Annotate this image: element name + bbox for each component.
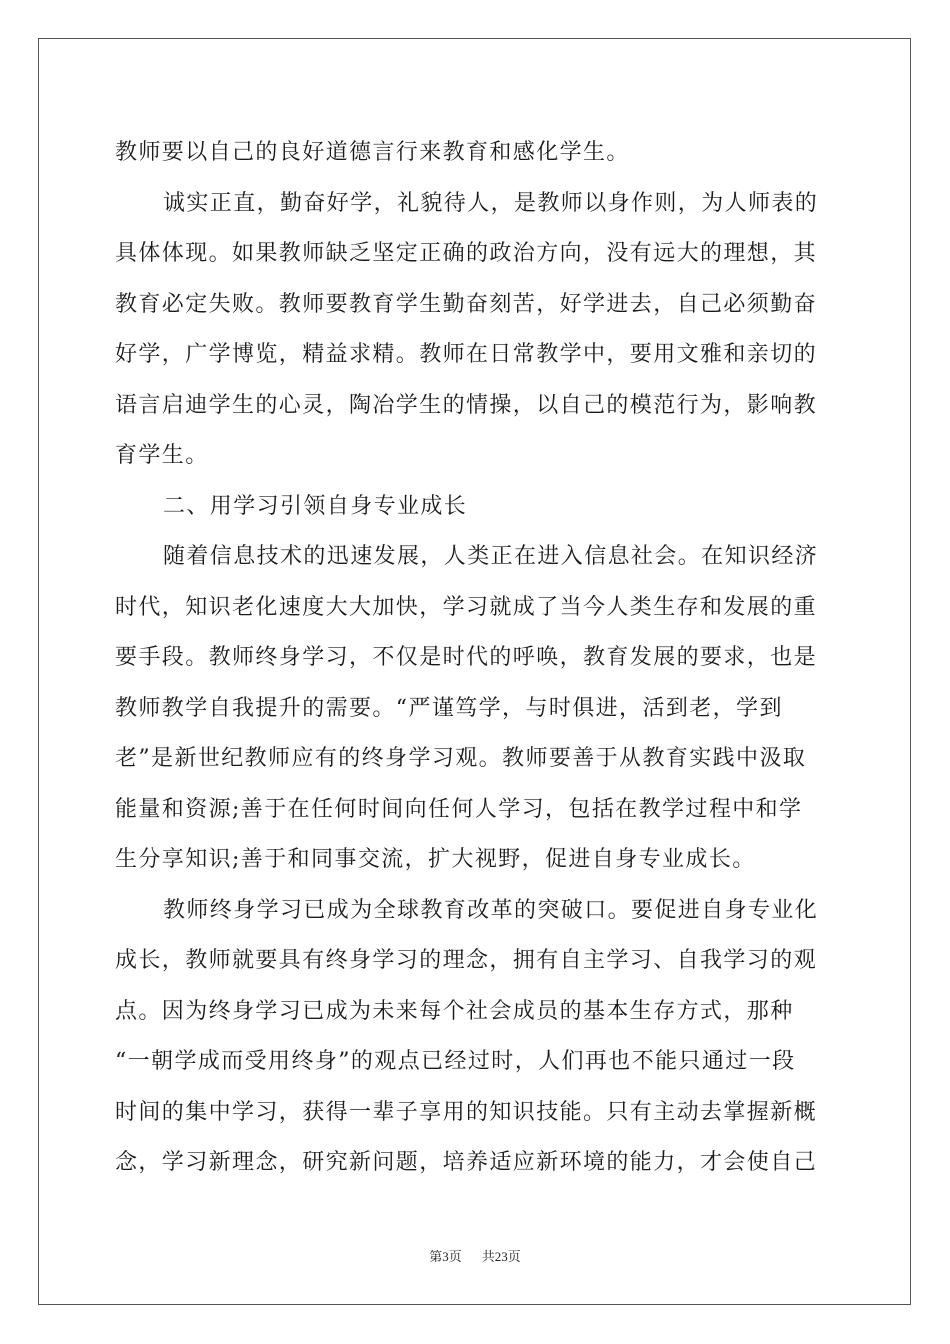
text-line: 要手段。教师终身学习，不仅是时代的呼唤，教育发展的要求，也是 [115, 645, 818, 670]
page-total: 共23页 [481, 1249, 521, 1264]
paragraph-first-line: 诚实正直，勤奋好学，礼貌待人，是教师以身作则，为人师表的 [163, 190, 819, 216]
text-line: 时间的集中学习，获得一辈子享用的知识技能。只有主动去掌握新概 [115, 1099, 818, 1125]
text-line: 语言启迪学生的心灵，陶冶学生的情操，以自己的模范行为，影响教 [115, 392, 818, 418]
text-line: 具体体现。如果教师缺乏坚定正确的政治方向，没有远大的理想，其 [115, 241, 818, 266]
text-line: 生分享知识;善于和同事交流，扩大视野，促进自身专业成长。 [115, 847, 756, 872]
page-footer [0, 1246, 950, 1265]
text-line: 成长，教师就要具有终身学习的理念，拥有自主学习、自我学习的观 [115, 948, 818, 973]
document-body [115, 128, 835, 1189]
text-line: 念，学习新理念，研究新问题，培养适应新环境的能力，才会使自己 [115, 1150, 818, 1175]
text-line: “一朝学成而受用终身”的观点已经过时，人们再也不能只通过一段 [115, 1049, 796, 1074]
text-line: 好学，广学博览，精益求精。教师在日常教学中，要用文雅和亲切的 [115, 342, 818, 367]
text-line: 能量和资源;善于在任何时间向任何人学习，包括在教学过程中和学 [115, 796, 803, 822]
text-line: 老”是新世纪教师应有的终身学习观。教师要善于从教育实践中汲取 [115, 746, 807, 771]
text-line: 教师要以自己的良好道德言行来教育和感化学生。 [115, 140, 630, 165]
page-number: 第3页 [429, 1249, 462, 1264]
text-line: 教育必定失败。教师要教育学生勤奋刻苦，好学进去，自己必须勤奋 [115, 291, 818, 317]
text-line: 点。因为终身学习已成为未来每个社会成员的基本生存方式，那种 [115, 998, 794, 1024]
paragraph-first-line: 教师终身学习已成为全球教育改革的突破口。要促进自身专业化 [163, 897, 819, 923]
text-line: 时代，知识老化速度大大加快，学习就成了当今人类生存和发展的重 [115, 594, 818, 620]
section-heading: 二、用学习引领自身专业成长 [163, 493, 468, 519]
paragraph-first-line: 随着信息技术的迅速发展，人类正在进入信息社会。在知识经济 [163, 544, 819, 569]
text-line: 教师教学自我提升的需要。“严谨笃学，与时俱进，活到老，学到 [115, 695, 783, 721]
text-line: 育学生。 [115, 443, 209, 468]
